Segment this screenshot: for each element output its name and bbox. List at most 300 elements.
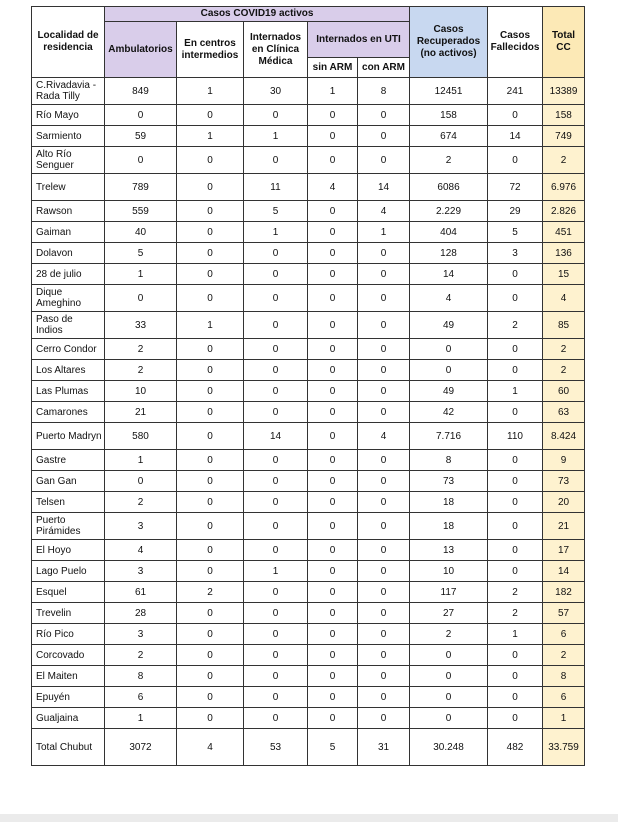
dec-cell: 0 (488, 402, 543, 423)
arm-cell: 1 (358, 222, 410, 243)
header-intermediate: En centros intermedios (177, 22, 244, 78)
arm-cell: 4 (358, 423, 410, 450)
amb-cell: 40 (105, 222, 177, 243)
arm-cell: 0 (358, 492, 410, 513)
locality-cell: Gan Gan (32, 471, 105, 492)
inter-cell: 0 (177, 105, 244, 126)
amb-cell: 33 (105, 312, 177, 339)
clinic-cell: 0 (244, 450, 308, 471)
clinic-cell: 0 (244, 147, 308, 174)
dec-cell: 1 (488, 381, 543, 402)
rec-cell: 30.248 (410, 729, 488, 766)
table-row (32, 201, 585, 222)
total-cell: 6 (543, 624, 585, 645)
arm-cell: 8 (358, 78, 410, 105)
dec-cell: 2 (488, 582, 543, 603)
no-arm-cell: 0 (308, 513, 358, 540)
inter-cell: 0 (177, 339, 244, 360)
no-arm-cell: 0 (308, 492, 358, 513)
no-arm-cell: 5 (308, 729, 358, 766)
clinic-cell: 0 (244, 513, 308, 540)
clinic-cell: 0 (244, 285, 308, 312)
clinic-cell: 1 (244, 222, 308, 243)
locality-cell: Río Mayo (32, 105, 105, 126)
dec-cell: 0 (488, 492, 543, 513)
total-cell: 2 (543, 645, 585, 666)
dec-cell: 0 (488, 360, 543, 381)
amb-cell: 580 (105, 423, 177, 450)
clinic-cell: 0 (244, 360, 308, 381)
table-row (32, 603, 585, 624)
amb-cell: 2 (105, 645, 177, 666)
clinic-cell: 30 (244, 78, 308, 105)
amb-cell: 1 (105, 708, 177, 729)
clinic-cell: 0 (244, 645, 308, 666)
locality-cell: Los Altares (32, 360, 105, 381)
amb-cell: 3 (105, 513, 177, 540)
amb-cell: 0 (105, 471, 177, 492)
arm-cell: 0 (358, 450, 410, 471)
amb-cell: 61 (105, 582, 177, 603)
arm-cell: 0 (358, 513, 410, 540)
dec-cell: 0 (488, 561, 543, 582)
arm-cell: 0 (358, 147, 410, 174)
dec-cell: 0 (488, 708, 543, 729)
clinic-cell: 0 (244, 603, 308, 624)
rec-cell: 0 (410, 339, 488, 360)
arm-cell: 0 (358, 381, 410, 402)
no-arm-cell: 0 (308, 201, 358, 222)
total-cell: 2.826 (543, 201, 585, 222)
table-row (32, 687, 585, 708)
clinic-cell: 1 (244, 126, 308, 147)
total-cell: 4 (543, 285, 585, 312)
clinic-cell: 0 (244, 582, 308, 603)
page-bottom-band (0, 814, 618, 822)
locality-cell: Gaiman (32, 222, 105, 243)
no-arm-cell: 0 (308, 561, 358, 582)
inter-cell: 0 (177, 666, 244, 687)
table-row (32, 708, 585, 729)
table-row (32, 402, 585, 423)
amb-cell: 0 (105, 105, 177, 126)
locality-cell: Alto Río Senguer (32, 147, 105, 174)
amb-cell: 8 (105, 666, 177, 687)
total-cell: 60 (543, 381, 585, 402)
locality-cell: Paso de Indios (32, 312, 105, 339)
amb-cell: 849 (105, 78, 177, 105)
clinic-cell: 0 (244, 687, 308, 708)
dec-cell: 14 (488, 126, 543, 147)
dec-cell: 241 (488, 78, 543, 105)
header-no-arm: sin ARM (308, 58, 358, 78)
clinic-cell: 0 (244, 243, 308, 264)
no-arm-cell: 0 (308, 582, 358, 603)
no-arm-cell: 0 (308, 126, 358, 147)
locality-cell: Total Chubut (32, 729, 105, 766)
total-cell: 85 (543, 312, 585, 339)
rec-cell: 404 (410, 222, 488, 243)
dec-cell: 0 (488, 264, 543, 285)
table-row (32, 285, 585, 312)
arm-cell: 0 (358, 471, 410, 492)
no-arm-cell: 0 (308, 471, 358, 492)
arm-cell: 0 (358, 264, 410, 285)
inter-cell: 0 (177, 708, 244, 729)
dec-cell: 0 (488, 105, 543, 126)
arm-cell: 0 (358, 285, 410, 312)
amb-cell: 1 (105, 264, 177, 285)
amb-cell: 21 (105, 402, 177, 423)
dec-cell: 1 (488, 624, 543, 645)
amb-cell: 2 (105, 360, 177, 381)
inter-cell: 0 (177, 513, 244, 540)
locality-cell: Cerro Condor (32, 339, 105, 360)
table-body (32, 78, 585, 766)
total-cell: 21 (543, 513, 585, 540)
table-row (32, 492, 585, 513)
inter-cell: 0 (177, 561, 244, 582)
arm-cell: 4 (358, 201, 410, 222)
arm-cell: 0 (358, 603, 410, 624)
no-arm-cell: 0 (308, 645, 358, 666)
table-row (32, 471, 585, 492)
inter-cell: 0 (177, 624, 244, 645)
amb-cell: 3 (105, 561, 177, 582)
table-row (32, 582, 585, 603)
clinic-cell: 14 (244, 423, 308, 450)
amb-cell: 0 (105, 285, 177, 312)
inter-cell: 1 (177, 126, 244, 147)
inter-cell: 0 (177, 423, 244, 450)
inter-cell: 0 (177, 603, 244, 624)
amb-cell: 10 (105, 381, 177, 402)
rec-cell: 0 (410, 687, 488, 708)
table-row (32, 243, 585, 264)
locality-cell: Las Plumas (32, 381, 105, 402)
rec-cell: 14 (410, 264, 488, 285)
rec-cell: 0 (410, 645, 488, 666)
total-cell: 9 (543, 450, 585, 471)
dec-cell: 0 (488, 687, 543, 708)
dec-cell: 110 (488, 423, 543, 450)
rec-cell: 7.716 (410, 423, 488, 450)
locality-cell: Puerto Pirámides (32, 513, 105, 540)
table-row (32, 513, 585, 540)
arm-cell: 0 (358, 708, 410, 729)
rec-cell: 2 (410, 624, 488, 645)
total-cell: 8.424 (543, 423, 585, 450)
table-row (32, 360, 585, 381)
header-total: Total CC (543, 7, 585, 78)
table-row (32, 147, 585, 174)
clinic-cell: 0 (244, 264, 308, 285)
total-cell: 182 (543, 582, 585, 603)
arm-cell: 0 (358, 339, 410, 360)
table-row (32, 312, 585, 339)
dec-cell: 72 (488, 174, 543, 201)
arm-cell: 0 (358, 402, 410, 423)
no-arm-cell: 0 (308, 360, 358, 381)
arm-cell: 0 (358, 666, 410, 687)
table-row (32, 423, 585, 450)
table-row (32, 645, 585, 666)
rec-cell: 13 (410, 540, 488, 561)
rec-cell: 0 (410, 708, 488, 729)
total-cell: 20 (543, 492, 585, 513)
rec-cell: 49 (410, 312, 488, 339)
table-row (32, 222, 585, 243)
rec-cell: 0 (410, 666, 488, 687)
dec-cell: 482 (488, 729, 543, 766)
arm-cell: 0 (358, 645, 410, 666)
no-arm-cell: 0 (308, 243, 358, 264)
total-row (32, 729, 585, 766)
dec-cell: 0 (488, 540, 543, 561)
inter-cell: 0 (177, 147, 244, 174)
amb-cell: 1 (105, 450, 177, 471)
total-cell: 6.976 (543, 174, 585, 201)
rec-cell: 49 (410, 381, 488, 402)
dec-cell: 0 (488, 147, 543, 174)
arm-cell: 0 (358, 312, 410, 339)
locality-cell: Gastre (32, 450, 105, 471)
dec-cell: 0 (488, 285, 543, 312)
no-arm-cell: 0 (308, 105, 358, 126)
table-row (32, 624, 585, 645)
inter-cell: 4 (177, 729, 244, 766)
locality-cell: Trevelin (32, 603, 105, 624)
amb-cell: 559 (105, 201, 177, 222)
dec-cell: 0 (488, 513, 543, 540)
locality-cell: Trelew (32, 174, 105, 201)
no-arm-cell: 0 (308, 402, 358, 423)
locality-cell: Lago Puelo (32, 561, 105, 582)
locality-cell: Puerto Madryn (32, 423, 105, 450)
dec-cell: 2 (488, 603, 543, 624)
rec-cell: 6086 (410, 174, 488, 201)
clinic-cell: 0 (244, 471, 308, 492)
no-arm-cell: 0 (308, 339, 358, 360)
amb-cell: 28 (105, 603, 177, 624)
rec-cell: 18 (410, 492, 488, 513)
rec-cell: 73 (410, 471, 488, 492)
clinic-cell: 0 (244, 105, 308, 126)
table-row (32, 78, 585, 105)
amb-cell: 2 (105, 339, 177, 360)
arm-cell: 0 (358, 561, 410, 582)
rec-cell: 117 (410, 582, 488, 603)
arm-cell: 0 (358, 126, 410, 147)
clinic-cell: 0 (244, 492, 308, 513)
rec-cell: 2 (410, 147, 488, 174)
total-cell: 14 (543, 561, 585, 582)
dec-cell: 0 (488, 339, 543, 360)
inter-cell: 0 (177, 201, 244, 222)
no-arm-cell: 0 (308, 666, 358, 687)
table-row (32, 174, 585, 201)
locality-cell: Esquel (32, 582, 105, 603)
no-arm-cell: 0 (308, 147, 358, 174)
total-cell: 15 (543, 264, 585, 285)
clinic-cell: 0 (244, 708, 308, 729)
total-cell: 63 (543, 402, 585, 423)
no-arm-cell: 0 (308, 285, 358, 312)
clinic-cell: 11 (244, 174, 308, 201)
locality-cell: El Hoyo (32, 540, 105, 561)
clinic-cell: 0 (244, 402, 308, 423)
rec-cell: 18 (410, 513, 488, 540)
total-cell: 1 (543, 708, 585, 729)
clinic-cell: 5 (244, 201, 308, 222)
inter-cell: 0 (177, 471, 244, 492)
header-with-arm: con ARM (358, 58, 410, 78)
amb-cell: 3 (105, 624, 177, 645)
table-row (32, 264, 585, 285)
inter-cell: 1 (177, 312, 244, 339)
clinic-cell: 0 (244, 312, 308, 339)
no-arm-cell: 0 (308, 264, 358, 285)
arm-cell: 31 (358, 729, 410, 766)
clinic-cell: 1 (244, 561, 308, 582)
locality-cell: Río Pico (32, 624, 105, 645)
inter-cell: 0 (177, 492, 244, 513)
inter-cell: 2 (177, 582, 244, 603)
no-arm-cell: 0 (308, 450, 358, 471)
no-arm-cell: 1 (308, 78, 358, 105)
inter-cell: 0 (177, 450, 244, 471)
no-arm-cell: 0 (308, 708, 358, 729)
inter-cell: 0 (177, 540, 244, 561)
table-row (32, 450, 585, 471)
total-cell: 2 (543, 147, 585, 174)
no-arm-cell: 0 (308, 423, 358, 450)
rec-cell: 12451 (410, 78, 488, 105)
clinic-cell: 0 (244, 339, 308, 360)
total-cell: 13389 (543, 78, 585, 105)
no-arm-cell: 0 (308, 540, 358, 561)
clinic-cell: 0 (244, 381, 308, 402)
table-row (32, 561, 585, 582)
clinic-cell: 0 (244, 666, 308, 687)
header-deceased: Casos Fallecidos (488, 7, 543, 78)
amb-cell: 5 (105, 243, 177, 264)
dec-cell: 5 (488, 222, 543, 243)
amb-cell: 789 (105, 174, 177, 201)
dec-cell: 2 (488, 312, 543, 339)
amb-cell: 4 (105, 540, 177, 561)
table-row (32, 540, 585, 561)
rec-cell: 8 (410, 450, 488, 471)
no-arm-cell: 4 (308, 174, 358, 201)
inter-cell: 0 (177, 402, 244, 423)
header-active-group: Casos COVID19 activos (105, 7, 410, 22)
locality-cell: Gualjaina (32, 708, 105, 729)
total-cell: 57 (543, 603, 585, 624)
header-clinic: Internados en Clínica Médica (244, 22, 308, 78)
arm-cell: 0 (358, 105, 410, 126)
total-cell: 451 (543, 222, 585, 243)
no-arm-cell: 0 (308, 222, 358, 243)
header-ambulatory: Ambulatorios (105, 22, 177, 78)
no-arm-cell: 0 (308, 381, 358, 402)
no-arm-cell: 0 (308, 687, 358, 708)
arm-cell: 0 (358, 360, 410, 381)
rec-cell: 10 (410, 561, 488, 582)
clinic-cell: 0 (244, 624, 308, 645)
amb-cell: 59 (105, 126, 177, 147)
table-row (32, 126, 585, 147)
locality-cell: Dolavon (32, 243, 105, 264)
table-row (32, 666, 585, 687)
inter-cell: 0 (177, 222, 244, 243)
inter-cell: 0 (177, 360, 244, 381)
dec-cell: 0 (488, 471, 543, 492)
no-arm-cell: 0 (308, 603, 358, 624)
total-cell: 6 (543, 687, 585, 708)
locality-cell: Rawson (32, 201, 105, 222)
header-locality: Localidad de residencia (32, 7, 105, 78)
locality-cell: Sarmiento (32, 126, 105, 147)
arm-cell: 0 (358, 687, 410, 708)
inter-cell: 0 (177, 645, 244, 666)
rec-cell: 158 (410, 105, 488, 126)
dec-cell: 0 (488, 666, 543, 687)
locality-cell: El Maiten (32, 666, 105, 687)
total-cell: 17 (543, 540, 585, 561)
total-cell: 73 (543, 471, 585, 492)
amb-cell: 3072 (105, 729, 177, 766)
table-row (32, 381, 585, 402)
dec-cell: 29 (488, 201, 543, 222)
amb-cell: 2 (105, 492, 177, 513)
table-row (32, 105, 585, 126)
total-cell: 749 (543, 126, 585, 147)
amb-cell: 6 (105, 687, 177, 708)
header-recovered: Casos Recuperados (no activos) (410, 7, 488, 78)
total-cell: 158 (543, 105, 585, 126)
clinic-cell: 0 (244, 540, 308, 561)
rec-cell: 674 (410, 126, 488, 147)
amb-cell: 0 (105, 147, 177, 174)
arm-cell: 0 (358, 243, 410, 264)
inter-cell: 0 (177, 381, 244, 402)
total-cell: 2 (543, 360, 585, 381)
total-cell: 8 (543, 666, 585, 687)
rec-cell: 0 (410, 360, 488, 381)
arm-cell: 0 (358, 582, 410, 603)
arm-cell: 14 (358, 174, 410, 201)
arm-cell: 0 (358, 624, 410, 645)
header-icu-group: Internados en UTI (308, 22, 410, 58)
inter-cell: 0 (177, 264, 244, 285)
locality-cell: 28 de julio (32, 264, 105, 285)
locality-cell: Telsen (32, 492, 105, 513)
total-cell: 2 (543, 339, 585, 360)
inter-cell: 0 (177, 285, 244, 312)
rec-cell: 128 (410, 243, 488, 264)
total-cell: 33.759 (543, 729, 585, 766)
dec-cell: 0 (488, 645, 543, 666)
dec-cell: 3 (488, 243, 543, 264)
rec-cell: 42 (410, 402, 488, 423)
total-cell: 136 (543, 243, 585, 264)
rec-cell: 4 (410, 285, 488, 312)
clinic-cell: 53 (244, 729, 308, 766)
rec-cell: 27 (410, 603, 488, 624)
table-row (32, 339, 585, 360)
inter-cell: 0 (177, 174, 244, 201)
